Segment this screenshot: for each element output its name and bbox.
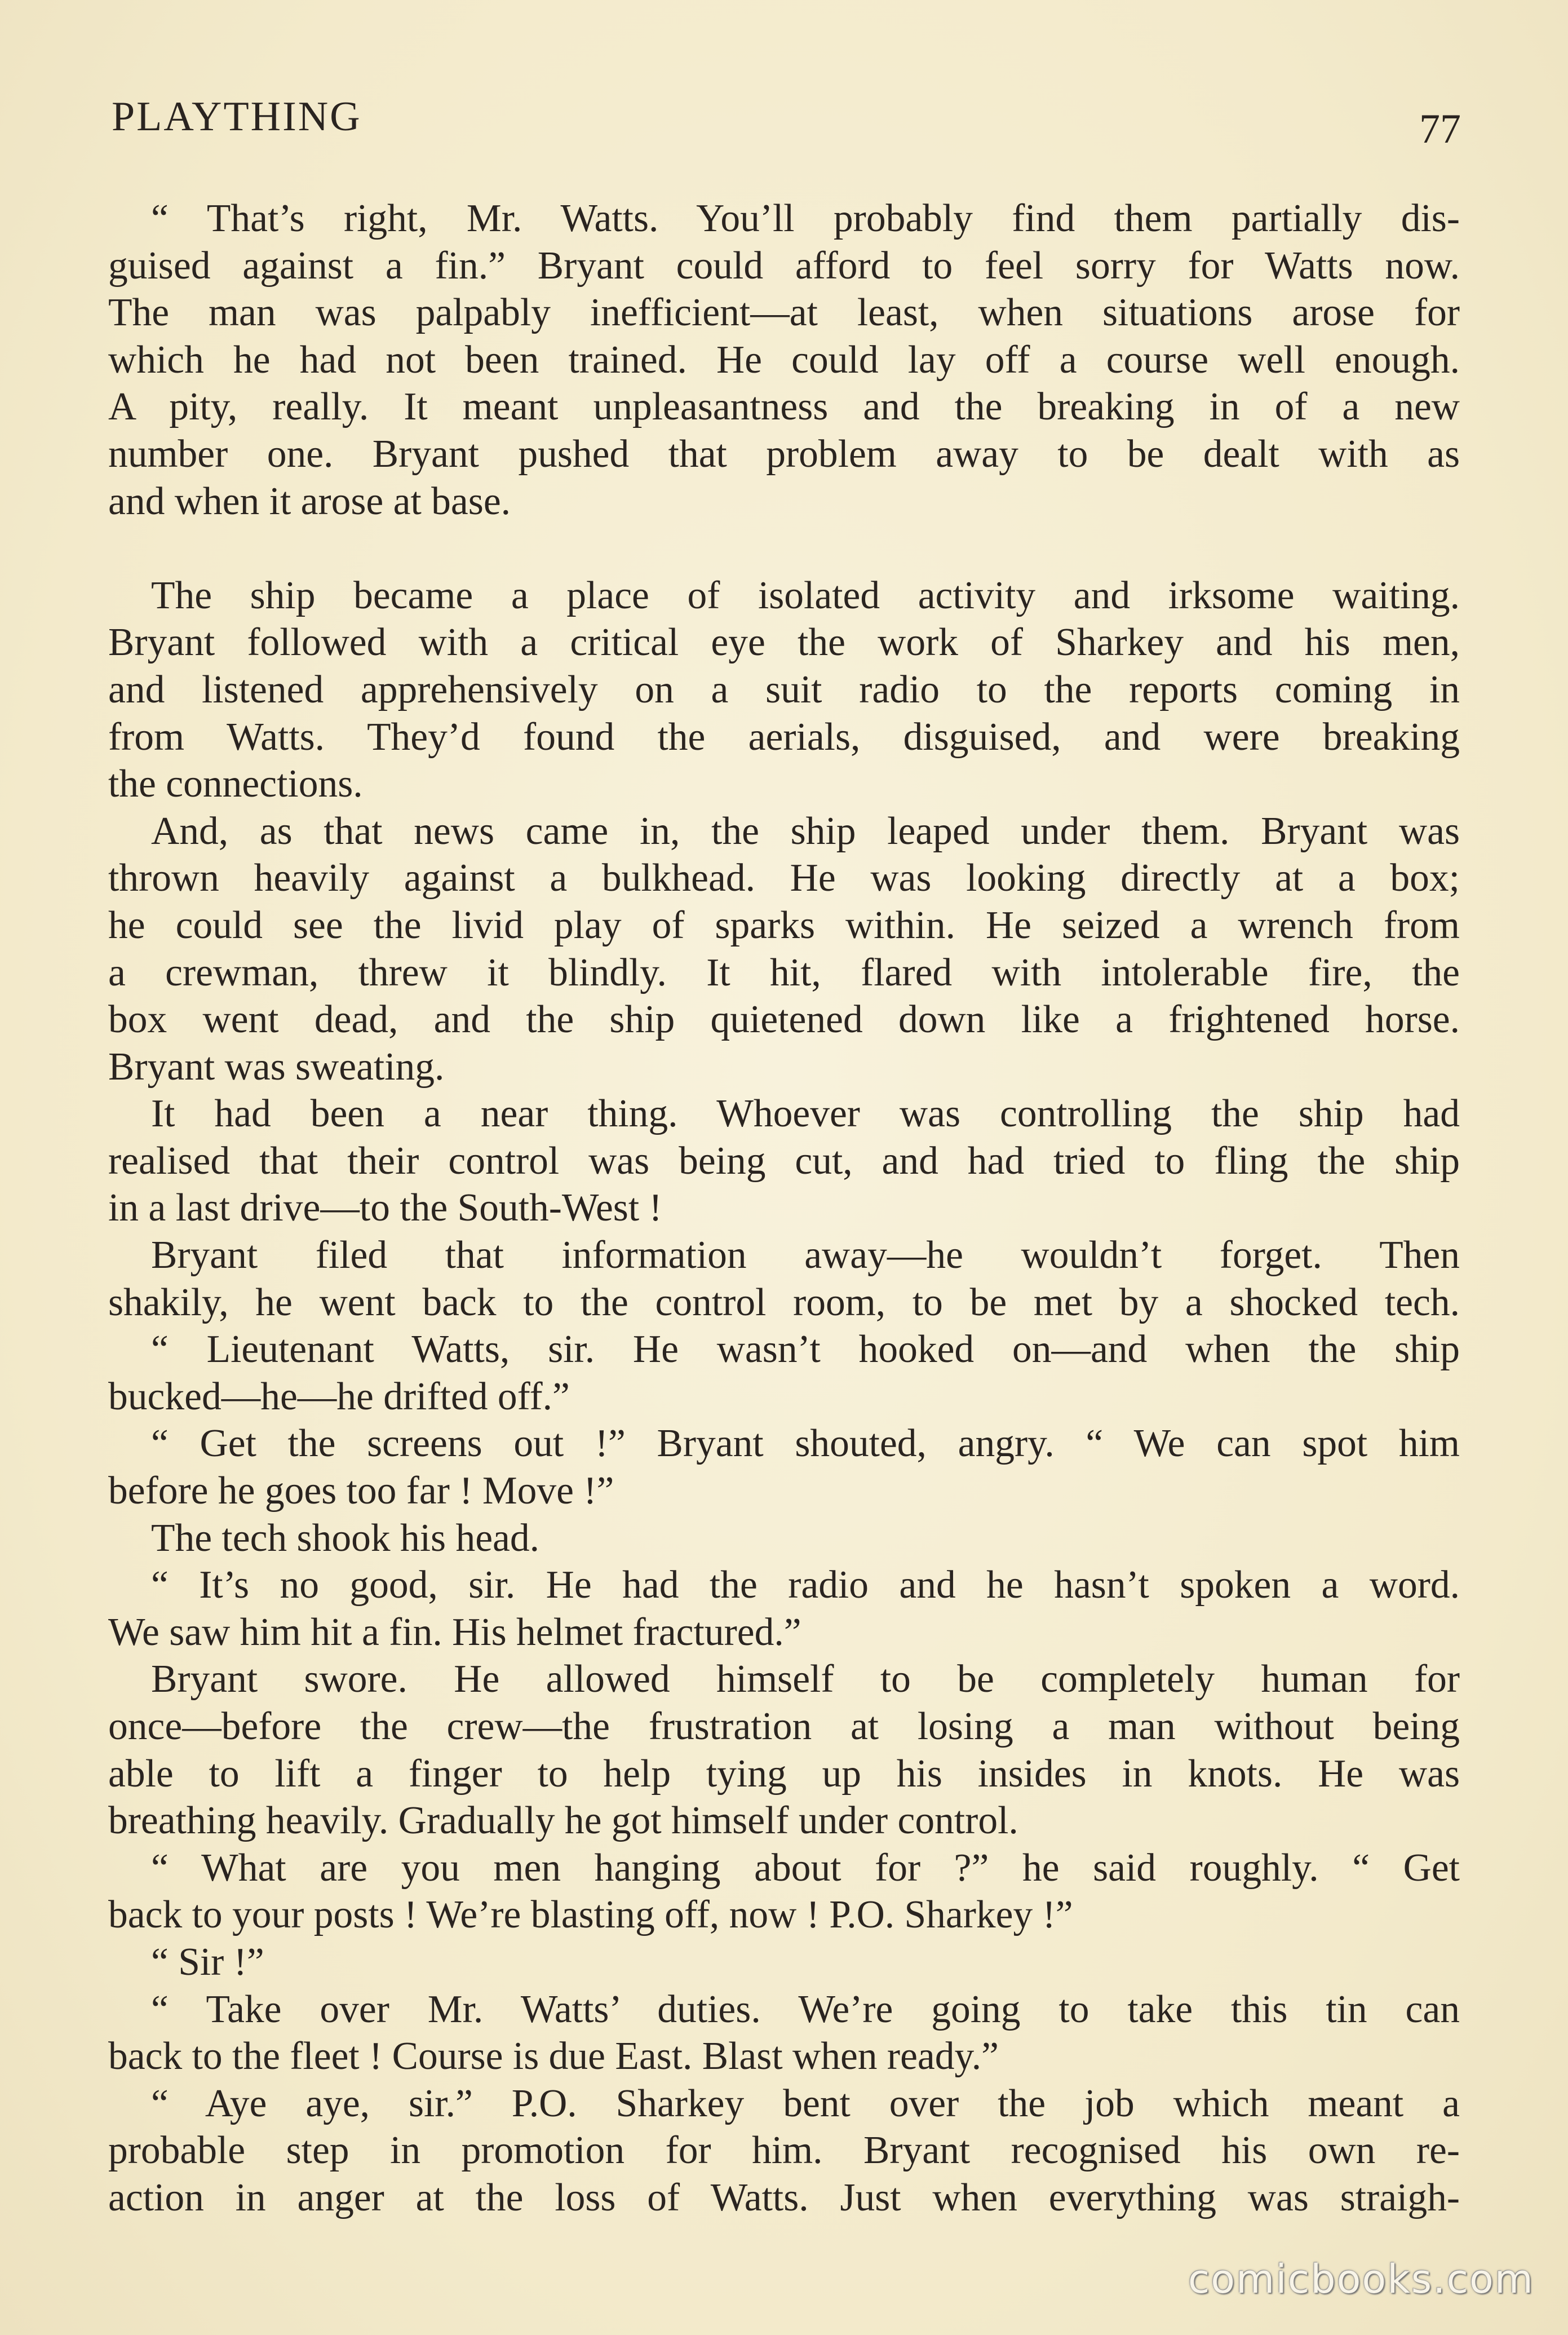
- text-line: The ship became a place of isolated activity and irksome waiting.: [151, 573, 1460, 617]
- page-number: 77: [1419, 106, 1461, 152]
- text-line: and when it arose at base.: [108, 479, 511, 523]
- text-line: before he goes too far ! Move !”: [108, 1469, 614, 1513]
- text-line: “ It’s no good, sir. He had the radio and he hasn’t spoken a word.: [151, 1563, 1460, 1607]
- text-line: able to lift a finger to help tying up his insides in knots. He was: [108, 1752, 1460, 1796]
- text-line: he could see the livid play of sparks within. He seized a wrench from: [108, 903, 1460, 947]
- text-line: the connections.: [108, 762, 363, 806]
- text-line: Bryant swore. He allowed himself to be completely human for: [151, 1657, 1460, 1701]
- text-line: action in anger at the loss of Watts. Just when everything was straigh-: [108, 2175, 1460, 2219]
- text-line: “ Get the screens out !” Bryant shouted, angry. “ We can spot him: [151, 1422, 1460, 1466]
- text-line: number one. Bryant pushed that problem away to be dealt with as: [108, 432, 1460, 476]
- page-header: [112, 96, 1461, 163]
- section-break: [108, 525, 1460, 572]
- text-line: A pity, really. It meant unpleasantness and the breaking in of a new: [108, 385, 1460, 429]
- text-line: “ Take over Mr. Watts’ duties. We’re going to take this tin can: [151, 1987, 1460, 2031]
- text-line: Bryant followed with a critical eye the work of Sharkey and his men,: [108, 621, 1460, 665]
- watermark-logo: comicbooks.com: [1188, 2256, 1534, 2302]
- running-title: PLAYTHING: [112, 94, 362, 140]
- text-line: guised against a fin.” Bryant could afford to feel sorry for Watts now.: [108, 244, 1460, 288]
- text-line: “ Lieutenant Watts, sir. He wasn’t hooked on—and when the ship: [151, 1328, 1460, 1372]
- text-line: probable step in promotion for him. Bryant recognised his own re-: [108, 2129, 1460, 2173]
- text-line: We saw him hit a fin. His helmet fractured.”: [108, 1610, 801, 1654]
- text-line: And, as that news came in, the ship leaped under them. Bryant was: [151, 809, 1460, 853]
- text-line: Bryant was sweating.: [108, 1045, 445, 1089]
- text-line: “ Sir !”: [151, 1940, 264, 1984]
- text-line: breathing heavily. Gradually he got himself under control.: [108, 1799, 1018, 1843]
- text-line: once—before the crew—the frustration at losing a man without being: [108, 1705, 1460, 1748]
- text-line: realised that their control was being cut, and had tried to fling the ship: [108, 1139, 1460, 1183]
- text-line: back to your posts ! We’re blasting off, now ! P.O. Sharkey !”: [108, 1893, 1073, 1937]
- text-line: bucked—he—he drifted off.”: [108, 1374, 570, 1418]
- text-line: “ What are you men hanging about for ?” he said roughly. “ Get: [151, 1846, 1460, 1890]
- text-line: “ Aye aye, sir.” P.O. Sharkey bent over the job which meant a: [151, 2081, 1460, 2125]
- text-line: in a last drive—to the South-West !: [108, 1186, 662, 1230]
- text-line: back to the fleet ! Course is due East. Blast when ready.”: [108, 2035, 999, 2078]
- body-text: [108, 195, 1460, 2222]
- text-line: which he had not been trained. He could lay off a course well enough.: [108, 338, 1460, 382]
- text-line: Bryant filed that information away—he wouldn’t forget. Then: [151, 1233, 1460, 1277]
- text-line: from Watts. They’d found the aerials, disguised, and were breaking: [108, 715, 1460, 759]
- text-line: The man was palpably inefficient—at least, when situations arose for: [108, 291, 1460, 335]
- text-line: “ That’s right, Mr. Watts. You’ll probably find them partially dis-: [151, 197, 1460, 240]
- text-line: It had been a near thing. Whoever was controlling the ship had: [151, 1092, 1460, 1136]
- text-line: The tech shook his head.: [151, 1516, 540, 1560]
- text-line: shakily, he went back to the control room, to be met by a shocked tech.: [108, 1280, 1460, 1324]
- text-line: thrown heavily against a bulkhead. He was looking directly at a box;: [108, 856, 1460, 900]
- text-line: a crewman, threw it blindly. It hit, flared with intolerable fire, the: [108, 950, 1460, 994]
- text-line: and listened apprehensively on a suit radio to the reports coming in: [108, 667, 1460, 711]
- text-line: box went dead, and the ship quietened down like a frightened horse.: [108, 998, 1460, 1042]
